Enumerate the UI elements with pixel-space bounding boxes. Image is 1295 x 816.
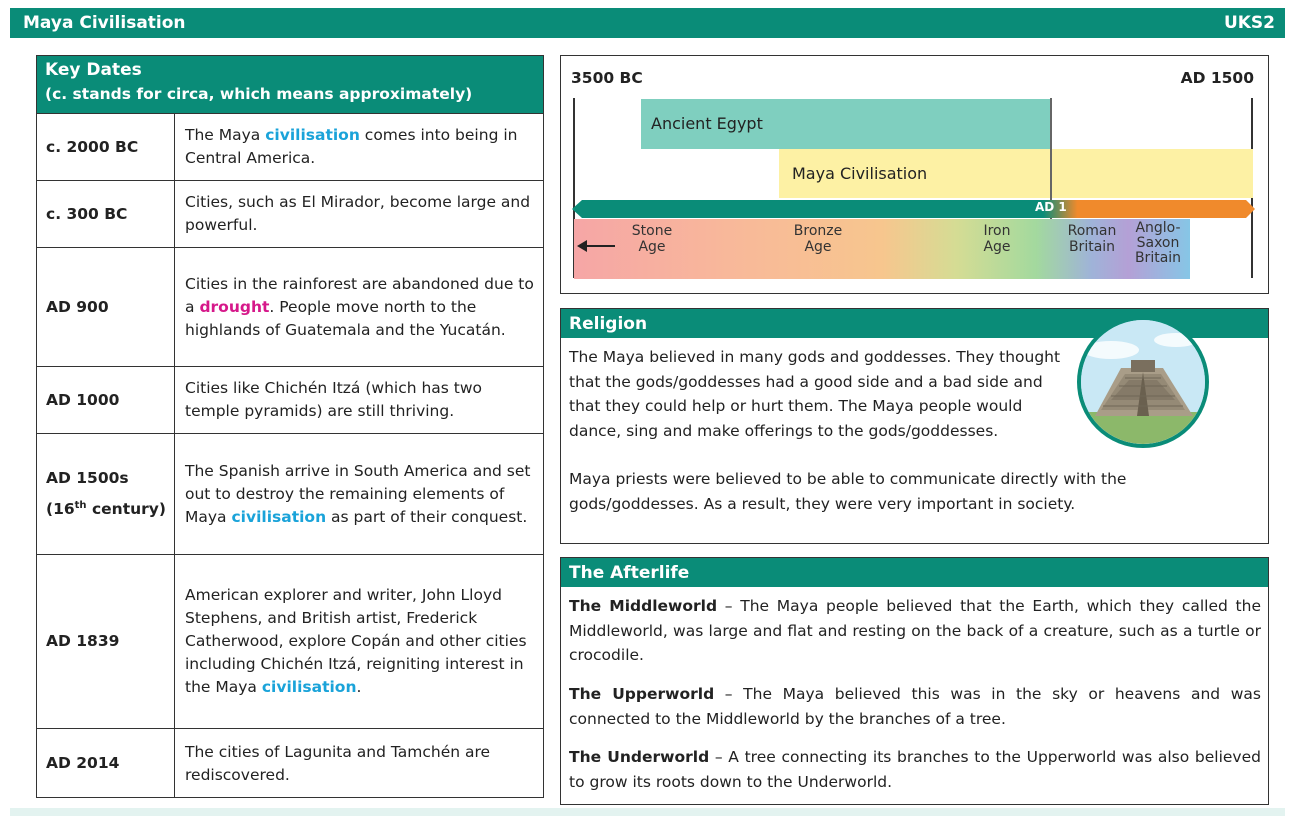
event-text-part: The Maya <box>185 126 266 144</box>
event-text <box>185 273 535 342</box>
highlighted-keyword: civilisation <box>261 678 357 696</box>
era-roman-britain: Roman Britain <box>1067 223 1117 255</box>
religion-paragraph-2: Maya priests were believed to be able to communicate directly with the gods/goddesses. As a result, they were very important in society. <box>569 470 1127 513</box>
religion-paragraph-1: The Maya believed in many gods and goddesses. They thought that the gods/goddesses had a good side and a bad side and that they could help or hurt them. The Maya people would dance, sing and make offerings to the gods/goddesses. <box>569 348 1061 440</box>
key-dates-header <box>37 56 543 113</box>
ad1-label: AD 1 <box>1035 200 1067 214</box>
event-text-part: as part of their conquest. <box>326 507 528 526</box>
event-text-part: comes into being in Central America. <box>185 126 518 167</box>
event-text-part: The cities of Lagunita and Tamchén are rediscovered. <box>185 742 491 784</box>
pyramid-image <box>1077 316 1209 448</box>
table-row <box>37 554 543 728</box>
key-dates-table <box>36 55 544 798</box>
event-text-part: Cities in the rainforest are abandoned due to a <box>185 274 534 316</box>
date-cell: AD 900 <box>37 248 175 366</box>
era-stone-age: Stone Age <box>631 223 673 255</box>
event-text-part: . <box>356 678 362 696</box>
table-row <box>37 247 543 366</box>
afterlife-header <box>561 558 1268 587</box>
event-text <box>185 191 535 237</box>
event-cell <box>185 248 535 366</box>
timeline-panel <box>560 55 1269 294</box>
event-cell <box>185 729 535 798</box>
event-text <box>185 741 535 787</box>
event-text-part: Cities like Chichén Itzá (which has two temple pyramids) are still thriving. <box>185 379 483 420</box>
key-stage-label: UKS2 <box>1223 13 1275 33</box>
date-text: AD 1500s <box>46 468 129 487</box>
date-cell: c. 300 BC <box>37 181 175 247</box>
date-cell <box>37 434 175 554</box>
timeline-start-label: 3500 BC <box>571 69 643 87</box>
middleworld-paragraph: The Middleworld – The Maya people believed that the Earth, which they called the Middleworld, was large and flat and resting on the back of a creature, such as a turtle or crocodile. <box>569 597 1261 664</box>
event-text <box>185 584 535 699</box>
date-cell: AD 1839 <box>37 555 175 728</box>
event-text-part: The Spanish arrive in South America and set out to destroy the remaining elements of Maya <box>185 461 531 526</box>
event-text <box>185 460 535 529</box>
table-row <box>37 113 543 180</box>
date-cell: AD 1000 <box>37 367 175 433</box>
underworld-paragraph: The Underworld – A tree connecting its branches to the Upperworld was also believed to grow its roots down to the Underworld. <box>569 748 1261 791</box>
era-anglo-saxon-britain: Anglo- Saxon Britain <box>1134 220 1182 266</box>
event-cell <box>185 434 535 554</box>
date-cell: AD 2014 <box>37 729 175 798</box>
event-cell <box>185 181 535 247</box>
religion-title: Religion <box>569 314 648 334</box>
header-bar <box>10 8 1285 38</box>
timeline-end-label: AD 1500 <box>1180 69 1254 87</box>
event-cell <box>185 367 535 433</box>
century-text: (16th century) <box>46 499 166 519</box>
highlighted-keyword: drought <box>199 297 270 316</box>
ancient-egypt-label: Ancient Egypt <box>651 114 763 133</box>
table-row <box>37 366 543 433</box>
key-dates-subtitle: (c. stands for circa, which means approximately) <box>45 85 473 103</box>
footer-strip <box>10 808 1285 816</box>
event-cell <box>185 114 535 180</box>
religion-section <box>560 308 1269 544</box>
event-text-part: . People move north to the highlands of Guatemala and the Yucatán. <box>185 297 506 339</box>
table-row <box>37 180 543 247</box>
table-row <box>37 728 543 798</box>
maya-civilisation-label: Maya Civilisation <box>792 164 928 183</box>
event-text <box>185 377 535 423</box>
afterlife-title: The Afterlife <box>569 563 690 583</box>
ancient-egypt-bar <box>641 99 1051 149</box>
event-cell <box>185 555 535 728</box>
event-text-part: Cities, such as El Mirador, become large and powerful. <box>185 193 531 234</box>
era-iron-age: Iron Age <box>983 223 1011 255</box>
left-arrow-icon <box>577 239 617 253</box>
event-text <box>185 124 535 170</box>
key-dates-title: Key Dates <box>45 60 142 80</box>
timeline-arrow <box>572 199 1256 219</box>
maya-civilisation-bar <box>779 149 1253 198</box>
upperworld-paragraph: The Upperworld – The Maya believed this was in the sky or heavens and was connected to the Middleworld by the branches of a tree. <box>569 685 1261 728</box>
page-title: Maya Civilisation <box>23 13 186 33</box>
table-row <box>37 433 543 554</box>
highlighted-keyword: civilisation <box>231 507 327 526</box>
date-cell: c. 2000 BC <box>37 114 175 180</box>
event-text-part: American explorer and writer, John Lloyd Stephens, and British artist, Frederick Catherwood, explore Copán and other cities including Chichén Itzá, reigniting interest in the Maya <box>185 586 527 696</box>
highlighted-keyword: civilisation <box>265 126 360 144</box>
afterlife-section <box>560 557 1269 805</box>
era-bronze-age: Bronze Age <box>793 223 843 255</box>
